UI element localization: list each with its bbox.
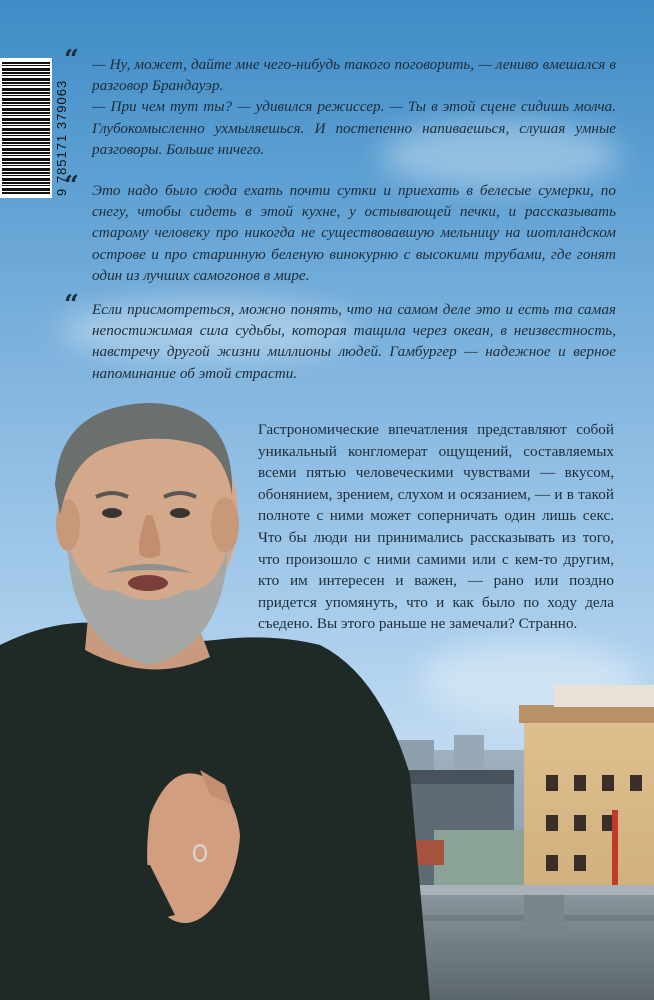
quote-mark-icon: “ xyxy=(64,45,79,75)
quote-block-3 xyxy=(64,290,616,384)
quote-block-1 xyxy=(64,45,616,160)
quote-block-2 xyxy=(64,171,616,286)
book-description: Гастрономические впечатления представляют собой уникальный конгломерат ощущений, составляемых всеми пятью человеческими чувствами — вкусом, обонянием, зрением, слухом и осязанием, — и в такой полноте с ними может соперничать один лишь секс. Что бы люди ни принимались рассказывать из того, что произошло с ними самими или с кем-то другим, кто им интересен и важен, — рано или поздно придется упомянуть, что и как было по ходу дела съедено. Вы этого раньше не замечали? Странно. xyxy=(258,421,614,633)
isbn-number: 9 785171 379063 xyxy=(54,79,69,197)
quote-paragraph: — Ну, может, дайте мне чего-нибудь такого поговорить, — лениво вмешался в разговор Брандауэр. xyxy=(92,56,616,95)
quote-paragraph: Это надо было сюда ехать почти сутки и приехать в белесые сумерки, по снегу, чтобы сидеть в этой кухне, у остывающей печки, и рассказывать старому человеку про никогда не существовавшую мельницу на шотландском острове и про старинную беленую винокурню с высокими трубами, где гонят один из лучших самогонов в мире. xyxy=(92,182,616,284)
quote-paragraph: Если присмотреться, можно понять, что на самом деле это и есть та самая непостижимая сила судьбы, которая тащила через океан, в неизвестность, навстречу другой жизни миллионы людей. Гамбургер — надежное и верное напоминание об этой страсти. xyxy=(92,301,616,382)
author-portrait xyxy=(0,395,430,1000)
isbn-barcode xyxy=(0,58,52,198)
quote-paragraph: — При чем тут ты? — удивился режиссер. — Ты в этой сцене сидишь молча. Глубокомысленно ухмыляешься. И постепенно напиваешься, слушая умные разговоры. Больше ничего. xyxy=(92,98,616,158)
quote-mark-icon: “ xyxy=(64,290,79,320)
quote-mark-icon: “ xyxy=(64,171,79,201)
